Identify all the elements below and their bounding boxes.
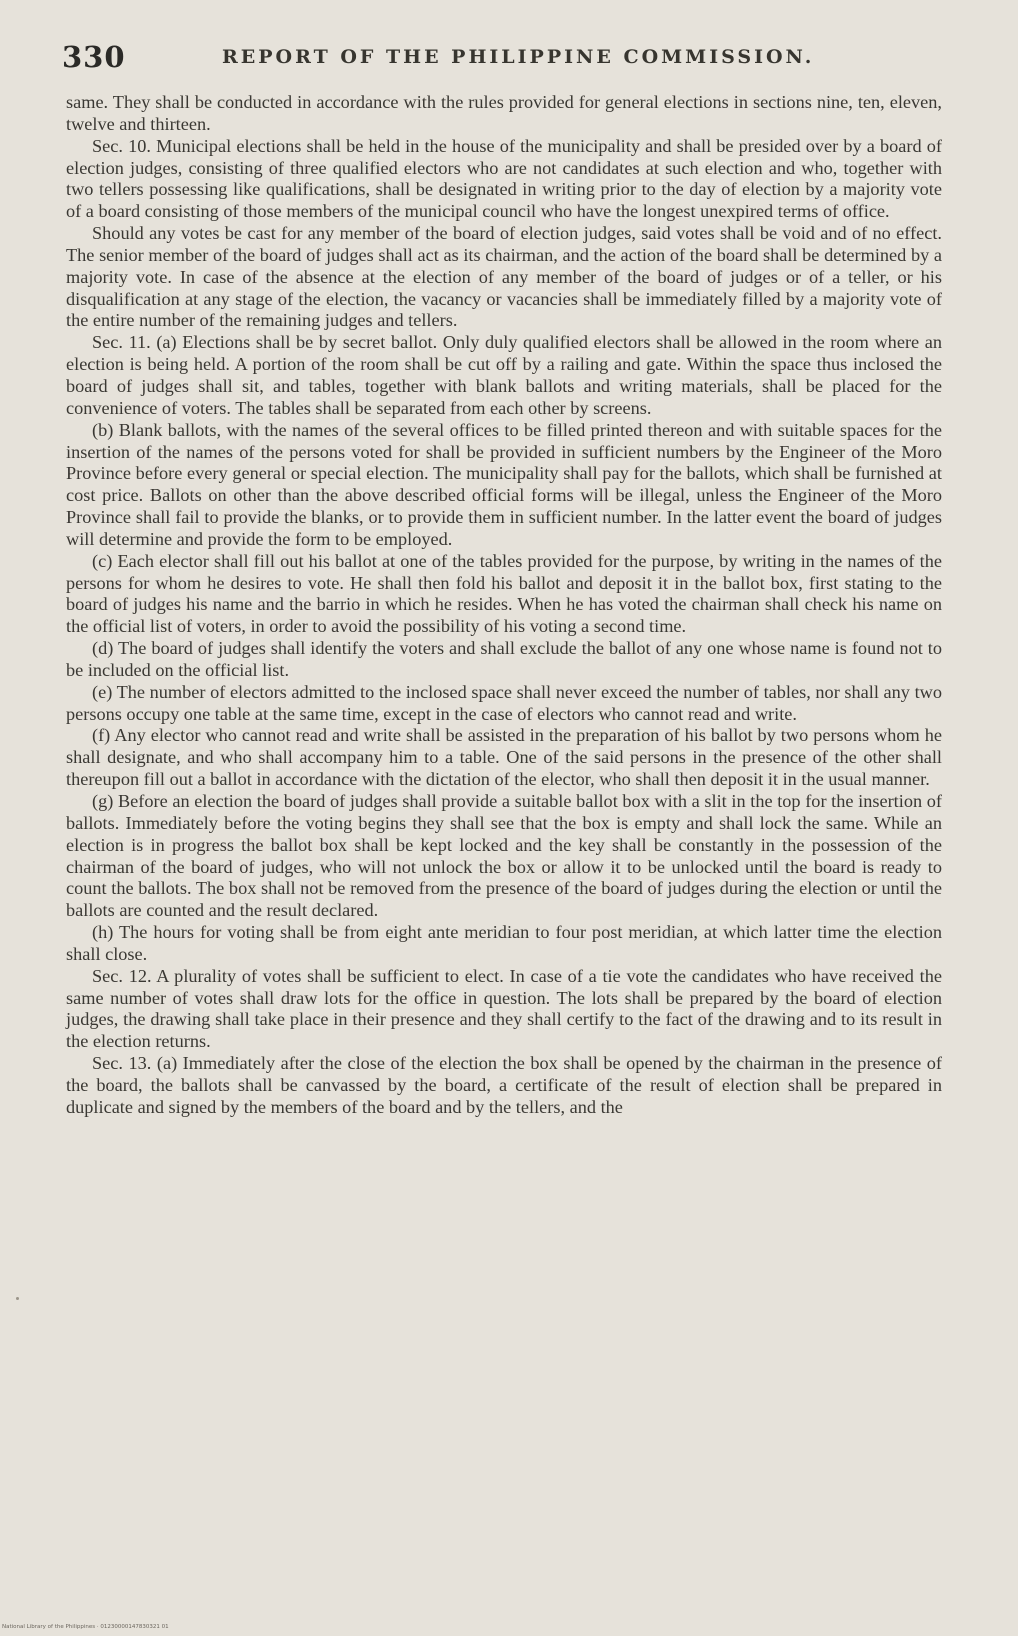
paragraph: same. They shall be conducted in accordance with the rules provided for general elections in sections nine, ten, eleven, twelve and thirteen. — [66, 92, 942, 134]
paragraph: (c) Each elector shall fill out his ballot at one of the tables provided for the purpose, by writing in the names of the persons for whom he desires to vote. He shall then fold his ballot and deposit it in the ballot box, first stating to the board of judges his name and the barrio in which he resides. When he has voted the chairman shall check his name on the official list of voters, in order to avoid the possibility of his voting a second time. — [66, 550, 942, 637]
scan-credit: National Library of the Philippines · 01230000147830321 01 — [2, 1624, 169, 1630]
paragraph: Sec. 13. (a) Immediately after the close of the election the box shall be opened by the chairman in the presence of the board, the ballots shall be canvassed by the board, a certificate of the result of election shall be prepared in duplicate and signed by the members of the board and by the tellers, and the — [66, 1053, 942, 1117]
margin-mark — [16, 1297, 19, 1300]
paragraph: Should any votes be cast for any member of the board of election judges, said votes shall be void and of no effect. The senior member of the board of judges shall act as its chairman, and the action of the board shall be determined by a majority vote. In case of the absence at the election of any member of the board of judges or of a teller, or his disqualification at any stage of the election, the vacancy or vacancies shall be immediately filled by a majority vote of the entire number of the remaining judges and tellers. — [66, 223, 942, 331]
paragraph: Sec. 10. Municipal elections shall be held in the house of the municipality and shall be presided over by a board of election judges, consisting of three qualified electors who are not candidates at such election and who, together with two tellers possessing like qualifications, shall be designated in writing prior to the day of election by a majority vote of a board consisting of those members of the municipal council who have the longest unexpired terms of office. — [66, 135, 942, 222]
body-text — [66, 92, 942, 1119]
paragraph: Sec. 11. (a) Elections shall be by secret ballot. Only duly qualified electors shall be allowed in the room where an election is being held. A portion of the room shall be cut off by a railing and gate. Within the space thus inclosed the board of judges shall sit, and tables, together with blank ballots and writing materials, shall be placed for the convenience of voters. The tables shall be separated from each other by screens. — [66, 332, 942, 418]
paragraph: (d) The board of judges shall identify the voters and shall exclude the ballot of any one whose name is found not to be included on the official list. — [66, 638, 942, 680]
page-header — [62, 40, 942, 80]
paragraph: (e) The number of electors admitted to the inclosed space shall never exceed the number of tables, nor shall any two persons occupy one table at the same time, except in the case of electors who cannot read and write. — [66, 681, 942, 724]
paragraph: (h) The hours for voting shall be from eight ante meridian to four post meridian, at which latter time the election shall close. — [66, 922, 942, 964]
paragraph: (f) Any elector who cannot read and write shall be assisted in the preparation of his ballot by two persons whom he shall designate, and who shall accompany him to a table. One of the said persons in the presence of the other shall thereupon fill out a ballot in accordance with the dictation of the elector, who shall then deposit it in the usual manner. — [66, 725, 942, 790]
page-number: 330 — [62, 40, 126, 74]
paragraph: (b) Blank ballots, with the names of the several offices to be filled printed thereon and with suitable spaces for the insertion of the names of the persons voted for shall be provided in sufficient numbers by the Engineer of the Moro Province before every general or special election. The municipality shall pay for the ballots, which shall be furnished at cost price. Ballots on other than the above described official forms will be illegal, unless the Engineer of the Moro Province shall fail to provide the blanks, or to provide them in sufficient number. In the latter event the board of judges will determine and provide the form to be employed. — [66, 419, 942, 549]
running-title: REPORT OF THE PHILIPPINE COMMISSION. — [222, 46, 815, 68]
paragraph: Sec. 12. A plurality of votes shall be sufficient to elect. In case of a tie vote the candidates who have received the same number of votes shall draw lots for the office in question. The lots shall be prepared by the board of election judges, the drawing shall take place in their presence and they shall certify to the fact of the drawing and to its result in the election returns. — [66, 965, 942, 1052]
paragraph: (g) Before an election the board of judges shall provide a suitable ballot box with a slit in the top for the insertion of ballots. Immediately before the voting begins they shall see that the box is empty and shall lock the same. While an election is in progress the ballot box shall be kept locked and the key shall be constantly in the possession of the chairman of the board of judges, who will not unlock the box or allow it to be unlocked until the board is ready to count the ballots. The box shall not be removed from the presence of the board of judges during the election or until the ballots are counted and the result declared. — [66, 791, 942, 921]
